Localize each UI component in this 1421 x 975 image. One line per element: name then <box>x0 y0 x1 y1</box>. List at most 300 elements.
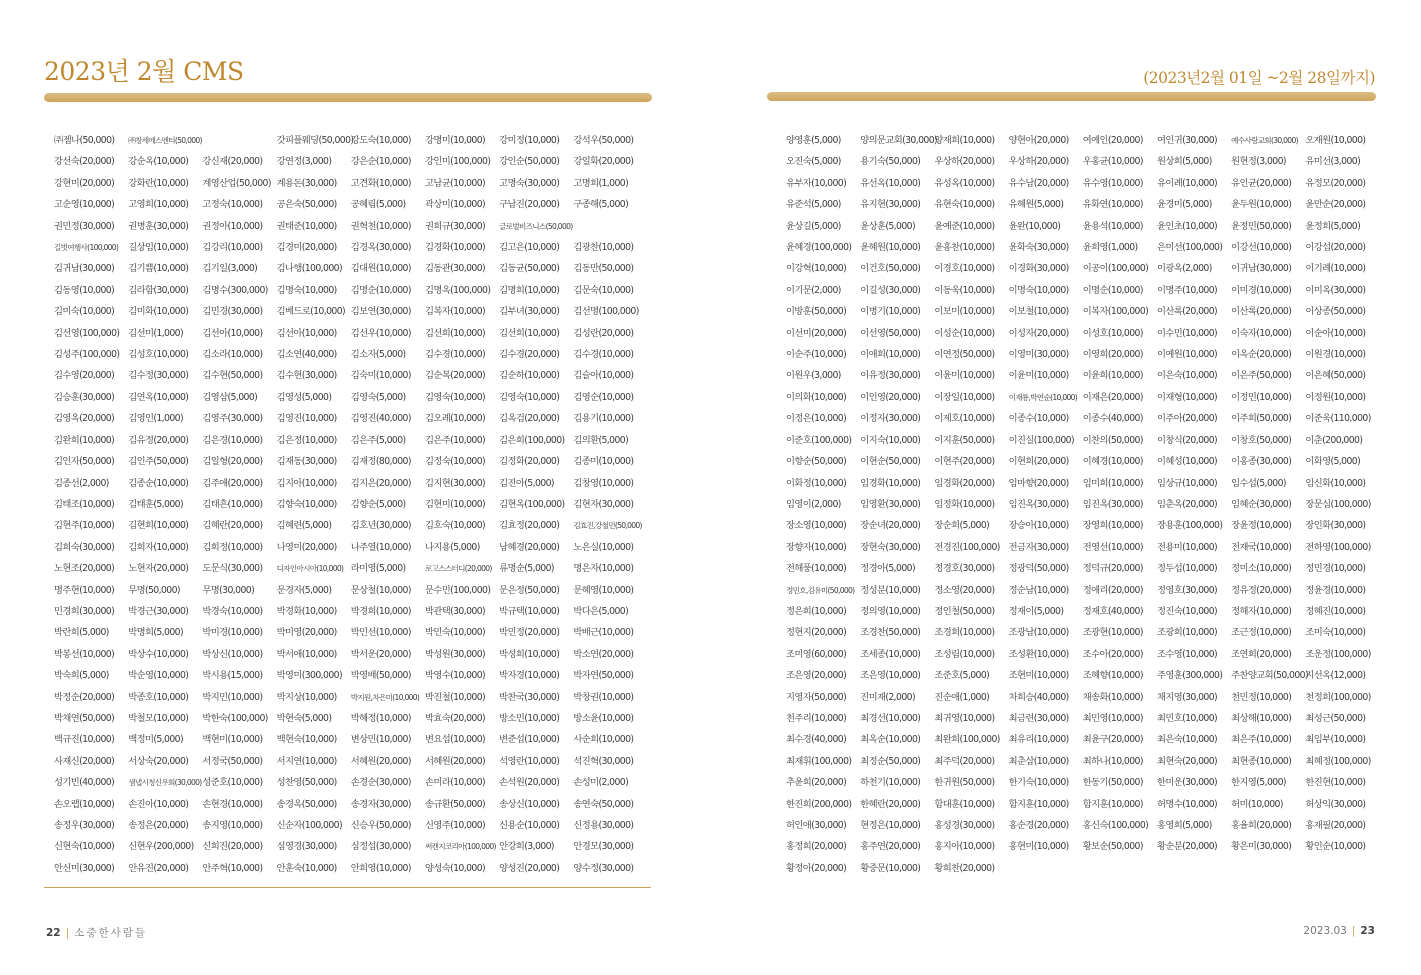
donor-entry: 김선명(100,000) <box>573 306 639 318</box>
donor-entry: 김경미(20,000) <box>276 242 337 254</box>
donor-entry: 이주희(50,000) <box>1231 413 1292 425</box>
donor-entry: 김정숙(10,000) <box>424 456 486 468</box>
donor-entry: 임신화(10,000) <box>1305 477 1366 489</box>
donor-entry: 김성호(10,000) <box>128 349 189 361</box>
donor-entry: 김영진(40,000) <box>350 413 411 425</box>
donor-entry: 홍신숙(100,000) <box>1082 820 1149 831</box>
donor-entry: 이성순(10,000) <box>934 327 995 339</box>
donor-entry: 김대원(10,000) <box>350 263 411 275</box>
donor-entry: 이보철(10,000) <box>1008 306 1069 318</box>
page-title: 2023년 2월 CMS <box>44 57 244 86</box>
donor-entry <box>1305 858 1379 879</box>
donor-entry: 임마향(20,000) <box>1008 477 1069 489</box>
donor-entry: 이화정(10,000) <box>786 477 847 489</box>
donor-entry: 김효정(20,000) <box>499 520 560 532</box>
donor-entry: 현정은(10,000) <box>860 820 921 831</box>
donor-entry: 한동기(50,000) <box>1082 777 1143 789</box>
donor-entry: 최현종(10,000) <box>1231 755 1292 767</box>
donor-entry: 김소자(5,000) <box>350 349 406 361</box>
donor-entry: 명은자(10,000) <box>573 563 634 575</box>
donor-entry: 김현주(10,000) <box>54 520 115 532</box>
donor-entry: 홍영희(5,000) <box>1156 820 1212 831</box>
donor-entry: 정경아(5,000) <box>860 563 915 575</box>
donor-entry: 변준섭(10,000) <box>499 734 560 746</box>
donor-entry: 나영미(20,000) <box>276 541 337 553</box>
donor-entry: 로고스스터디(20,000) <box>424 564 492 574</box>
donor-entry: 박영배(50,000) <box>350 670 411 682</box>
donor-entry: 주영훈(300,000) <box>1156 670 1223 682</box>
donor-entry: 김나행(100,000) <box>276 263 343 275</box>
donor-entry: 김호숙(10,000) <box>424 520 486 532</box>
donor-entry: 강연정(3,000) <box>276 156 332 168</box>
donor-entry: 조미숙(10,000) <box>1305 627 1366 639</box>
donor-entry: 송경자(30,000) <box>350 798 411 810</box>
donor-entry: 김희정(10,000) <box>202 541 263 553</box>
donor-entry: 박규택(10,000) <box>499 605 560 617</box>
donor-entry: 진순애(1,000) <box>934 691 990 703</box>
donor-entry: 김영삼(5,000) <box>202 391 258 403</box>
donor-entry: 강선숙(20,000) <box>54 156 115 168</box>
donor-entry: 김종순(10,000) <box>128 477 189 489</box>
donor-entry: 문경자(5,000) <box>276 584 332 596</box>
donor-entry: 황은미(30,000) <box>1231 841 1292 853</box>
donor-entry: 조연희(20,000) <box>1231 648 1292 660</box>
page-number-left: 22 <box>46 927 61 939</box>
donor-entry: 조경희(10,000) <box>934 627 995 639</box>
donor-entry: 서정국(50,000) <box>202 755 263 767</box>
donor-entry: 고명희(1,000) <box>573 177 629 189</box>
donor-entry: 서상숙(20,000) <box>128 755 189 767</box>
donor-entry: 천민정(10,000) <box>1231 691 1292 703</box>
donor-entry: 전재국(10,000) <box>1231 541 1292 553</box>
donor-entry: 정두섭(10,000) <box>1156 563 1218 575</box>
donor-entry: 성준호(10,000) <box>202 777 263 789</box>
donor-entry: 김선희(10,000) <box>499 327 560 339</box>
donor-entry: 이강선(10,000) <box>1231 242 1292 254</box>
donor-entry: 문혜영(10,000) <box>573 584 634 596</box>
donor-entry: 윤화숙(30,000) <box>1008 242 1069 254</box>
donor-entry: 윤인초(10,000) <box>1156 220 1218 232</box>
donor-entry: 백현숙(10,000) <box>276 734 337 746</box>
donor-entry: 하천기(10,000) <box>860 777 921 789</box>
donor-entry: 함지훈(10,000) <box>1008 798 1069 810</box>
donor-entry: 장인화(30,000) <box>1305 520 1366 532</box>
donor-entry: 조운정(100,000) <box>1305 648 1371 660</box>
donor-entry: 한기숙(10,000) <box>1008 777 1069 789</box>
donor-entry: 박민정(20,000) <box>499 627 560 639</box>
donor-entry: 강인순(50,000) <box>499 156 560 168</box>
donor-entry: 유이례(10,000) <box>1156 177 1218 189</box>
donor-entry: 신정용(30,000) <box>573 820 634 831</box>
donor-entry: 김명순(10,000) <box>350 284 411 296</box>
donor-entry: 박영미(300,000) <box>276 670 343 682</box>
donor-entry: 박찬국(30,000) <box>499 691 560 703</box>
donor-entry: 박상수(10,000) <box>128 648 189 660</box>
donor-entry: 계용돈(30,000) <box>276 177 337 189</box>
donor-entry: 윤정희(5,000) <box>1305 220 1361 232</box>
donor-entry: 이은주(50,000) <box>1231 370 1292 382</box>
donor-entry: 양성진(20,000) <box>499 862 560 874</box>
donor-entry: 이재형(10,000) <box>1156 391 1218 403</box>
donor-entry: 공은숙(50,000) <box>276 199 337 211</box>
donor-entry: 김경화(10,000) <box>424 242 486 254</box>
donor-entry: 이산록(20,000) <box>1231 306 1292 318</box>
donor-entry: 박경근(30,000) <box>128 605 189 617</box>
donor-entry: 문수민(100,000) <box>424 584 491 596</box>
donor-entry: 이지숙(10,000) <box>860 434 921 446</box>
donor-entry: 장문심(100,000) <box>1305 498 1371 510</box>
donor-entry: 함지훈(10,000) <box>1082 798 1143 810</box>
donor-entry: 윤혜원(10,000) <box>860 242 921 254</box>
donor-entry: 홍정희(20,000) <box>786 841 847 853</box>
donor-entry: 이종수(40,000) <box>1082 413 1143 425</box>
donor-entry: 김영성(5,000) <box>276 391 332 403</box>
donor-entry: 홍주연(20,000) <box>860 841 921 853</box>
donor-entry: 이정민(10,000) <box>1231 391 1292 403</box>
donor-entry: 김은경(10,000) <box>202 434 263 446</box>
donor-entry: 신현우(200,000) <box>128 841 194 853</box>
donor-entry: 김유정(20,000) <box>128 434 189 446</box>
donor-entry: 조수영(10,000) <box>1156 648 1218 660</box>
donor-entry: 권정아(10,000) <box>202 220 263 232</box>
donor-entry: 사재신(20,000) <box>54 755 115 767</box>
donor-entry: 허미(10,000) <box>1231 798 1283 810</box>
donor-entry: 김태흔(10,000) <box>202 498 263 510</box>
donor-entry: 고명숙(30,000) <box>499 177 560 189</box>
donor-entry: 박영수(10,000) <box>424 670 486 682</box>
donor-entry <box>573 216 647 237</box>
donor-entry: 최은주(10,000) <box>1231 734 1292 746</box>
donor-entry: 이제호(10,000) <box>934 413 995 425</box>
donor-entry: 김수현(30,000) <box>276 370 337 382</box>
donor-entry <box>202 130 276 151</box>
donor-entry: 최수경(40,000) <box>786 734 847 746</box>
donor-entry: 정영호(30,000) <box>1156 584 1218 596</box>
donor-entry: 이복자(100,000) <box>1082 306 1149 318</box>
donor-entry: 이옥순(20,000) <box>1231 349 1292 361</box>
donor-entry: 이찬의(50,000) <box>1082 434 1143 446</box>
donor-entry: 박상신(10,000) <box>202 648 263 660</box>
donor-entry: 신현숙(10,000) <box>54 841 115 853</box>
donor-entry: 김라함(30,000) <box>128 284 189 296</box>
donor-entry: 정윤경(10,000) <box>1305 584 1366 596</box>
donor-entry: 박미영(20,000) <box>276 627 337 639</box>
donor-entry: 김동균(50,000) <box>499 263 560 275</box>
donor-entry: 이유정(30,000) <box>860 370 921 382</box>
donor-entry: 김지현(30,000) <box>424 477 486 489</box>
donor-entry: 이현주(20,000) <box>934 456 995 468</box>
donor-entry: 홍성경(30,000) <box>934 820 995 831</box>
donor-entry: 이윤미(10,000) <box>934 370 995 382</box>
donor-entry: 전해풍(10,000) <box>786 563 847 575</box>
bottom-divider <box>44 887 651 888</box>
donor-entry: 김수경(20,000) <box>499 349 560 361</box>
donor-entry: 이의화(10,000) <box>786 391 847 403</box>
donor-entry: 조은영(20,000) <box>786 670 847 682</box>
donor-entry: 이준호(100,000) <box>786 434 852 446</box>
donor-entry: 이건호(50,000) <box>860 263 921 275</box>
donor-entry: 이재은(20,000) <box>1082 391 1143 403</box>
donor-entry: 글로벌비즈니스(50,000) <box>499 221 573 231</box>
donor-entry: 이정원(10,000) <box>1305 391 1366 403</box>
donor-entry: 박지상(10,000) <box>276 691 337 703</box>
donor-entry: 박란희(5,000) <box>54 627 109 639</box>
donor-entry: 허명수(10,000) <box>1156 798 1218 810</box>
donor-entry: 노현자(20,000) <box>128 563 189 575</box>
donor-entry: 유선옥(10,000) <box>860 177 921 189</box>
donor-entry: 나주열(10,000) <box>350 541 411 553</box>
donor-entry: 박자연(50,000) <box>573 670 634 682</box>
donor-entry: 추윤희(20,000) <box>786 777 847 789</box>
donor-entry: 이은숙(10,000) <box>1156 370 1218 382</box>
donor-entry: 김성주(100,000) <box>54 349 120 361</box>
donor-entry: 디자인아시아(10,000) <box>276 564 344 574</box>
donor-entry: 박경희(10,000) <box>350 605 411 617</box>
donor-entry: 장승아(10,000) <box>1008 520 1069 532</box>
donor-entry: 강현미(20,000) <box>54 177 115 189</box>
donor-entry: 김인주(50,000) <box>128 456 189 468</box>
donor-entry: 김소연(40,000) <box>276 349 337 361</box>
donor-entry: 원상희(5,000) <box>1156 156 1212 168</box>
donor-entry: 이재룡,박연순(10,000) <box>1008 392 1077 402</box>
donor-entry: 김명옥(100,000) <box>424 284 491 296</box>
donor-entry: 홍현미(10,000) <box>1008 841 1069 853</box>
donor-entry: 박효숙(20,000) <box>424 712 486 724</box>
donor-entry: 계영산업(50,000) <box>202 177 271 189</box>
donor-entry: 박경숙(10,000) <box>202 605 263 617</box>
donor-entry: 도문식(30,000) <box>202 563 263 575</box>
donor-entry: 유화연(10,000) <box>1082 199 1143 211</box>
donor-entry: 고순영(10,000) <box>54 199 115 211</box>
donor-entry: 김명희(10,000) <box>499 284 560 296</box>
donor-entry: 양현아(20,000) <box>1008 135 1069 146</box>
donor-entry: 전영선(10,000) <box>1082 541 1143 553</box>
donor-entry: 김수영(20,000) <box>54 370 115 382</box>
donor-entry: 박혜정(10,000) <box>350 712 411 724</box>
donor-entry: 방소민(10,000) <box>499 712 560 724</box>
donor-entry: 성기빈(40,000) <box>54 777 115 789</box>
donor-entry: 이종수(10,000) <box>1008 413 1069 425</box>
donor-entry: 김연옥(10,000) <box>128 391 189 403</box>
donor-entry: 유미선(3,000) <box>1305 156 1361 168</box>
donor-entry: 박관택(30,000) <box>424 605 486 617</box>
donor-entry: 박소연(20,000) <box>573 648 634 660</box>
donor-entry: 샘냅시청신우회(30,000) <box>128 778 202 788</box>
donor-entry: 우상하(20,000) <box>934 156 995 168</box>
donor-entry: 김선아(10,000) <box>202 327 263 339</box>
donor-entry: 이명주(10,000) <box>1156 284 1218 296</box>
donor-entry: 고남균(10,000) <box>424 177 486 189</box>
donor-entry: 김수경(10,000) <box>573 349 634 361</box>
donor-entry: 구종해(5,000) <box>573 199 629 211</box>
donor-entry: 이기례(10,000) <box>1305 263 1366 275</box>
donor-entry: 김은정(10,000) <box>276 434 337 446</box>
donor-entry: 지선옥(12,000) <box>1305 670 1366 682</box>
donor-list-left <box>54 130 648 879</box>
donor-entry: 김순하(10,000) <box>499 370 560 382</box>
donor-entry: 석진혁(30,000) <box>573 755 634 767</box>
donor-entry: 조혜향(10,000) <box>1082 670 1143 682</box>
donor-entry: 신용순(10,000) <box>499 820 560 831</box>
footer-separator: | <box>65 927 70 939</box>
donor-entry: 윤홍찬(10,000) <box>934 242 995 254</box>
donor-entry: 박경화(10,000) <box>276 605 337 617</box>
donor-entry: 이영희(20,000) <box>1082 349 1143 361</box>
donor-entry: 이지훈(50,000) <box>934 434 995 446</box>
donor-entry: 이병기(10,000) <box>860 306 921 318</box>
donor-entry: 강일화(20,000) <box>573 156 634 168</box>
donor-entry: 김선우(10,000) <box>350 327 411 339</box>
donor-entry: 김희자(10,000) <box>128 541 189 553</box>
donor-entry: 주찬양교회(50,000) <box>1231 670 1309 682</box>
donor-entry: 조광희(10,000) <box>1156 627 1218 639</box>
donor-entry: 황중문(10,000) <box>860 862 921 874</box>
donor-entry: 양성숙(10,000) <box>424 862 486 874</box>
donor-entry: 윤용석(10,000) <box>1082 220 1143 232</box>
donor-entry: 양재희(10,000) <box>934 135 995 146</box>
donor-entry: 이정은(10,000) <box>786 413 847 425</box>
donor-entry: 이연정(50,000) <box>934 349 995 361</box>
donor-entry: 이산록(20,000) <box>1156 306 1218 318</box>
donor-entry: 사순희(10,000) <box>573 734 634 746</box>
donor-entry: 이미경(10,000) <box>1231 284 1292 296</box>
donor-entry: 유정모(20,000) <box>1305 177 1366 189</box>
donor-entry: 홍지아(10,000) <box>934 841 995 853</box>
donor-entry: 류명순(5,000) <box>499 563 554 575</box>
donor-entry: 정의영(10,000) <box>860 605 921 617</box>
donor-entry: 유현숙(10,000) <box>934 199 995 211</box>
donor-entry: 신영주(10,000) <box>424 820 486 831</box>
donor-entry: 박미경(10,000) <box>202 627 263 639</box>
donor-entry: 신승우(50,000) <box>350 820 411 831</box>
donor-entry: 신희진(20,000) <box>202 841 263 853</box>
donor-entry: 김슬아(10,000) <box>573 370 634 382</box>
donor-entry: 안강희(3,000) <box>499 841 554 853</box>
donor-entry: 최경선(10,000) <box>860 712 921 724</box>
donor-entry: 노현조(20,000) <box>54 563 115 575</box>
donor-entry: 김현옥(100,000) <box>499 498 565 510</box>
donor-entry: 김용기(10,000) <box>573 413 634 425</box>
donor-entry: 유수남(20,000) <box>1008 177 1069 189</box>
donor-entry: 박현숙(5,000) <box>276 712 332 724</box>
donor-entry: 천정희(100,000) <box>1305 691 1371 703</box>
donor-entry: 천주리(10,000) <box>786 712 847 724</box>
donor-entry: 송규환(50,000) <box>424 798 486 810</box>
donor-entry: 정덕규(20,000) <box>1082 563 1143 575</box>
period-underline-bar <box>767 92 1376 101</box>
donor-entry: 이명숙(10,000) <box>1008 284 1069 296</box>
footer-right <box>1303 925 1375 937</box>
donor-entry: 변상민(10,000) <box>350 734 411 746</box>
donor-entry: 유부자(10,000) <box>786 177 847 189</box>
donor-entry: 방소윤(10,000) <box>573 712 634 724</box>
donor-entry: 정인철(50,000) <box>934 605 995 617</box>
donor-entry: 이길성(30,000) <box>860 284 921 296</box>
donor-entry: 윤완(10,000) <box>1008 220 1061 232</box>
donor-entry: 장용훈(100,000) <box>1156 520 1223 532</box>
donor-entry: 서혜원(20,000) <box>350 755 411 767</box>
donor-entry: 이창식(20,000) <box>1156 434 1218 446</box>
donor-entry <box>1157 858 1231 879</box>
donor-entry: 황순분(20,000) <box>1156 841 1218 853</box>
donor-entry: 이성호(10,000) <box>1082 327 1143 339</box>
donor-entry: 최귀영(10,000) <box>934 712 995 724</box>
donor-entry: 김현희(10,000) <box>128 520 189 532</box>
donor-entry: 김광찬(10,000) <box>573 242 634 254</box>
donor-entry: 진미재(2,000) <box>860 691 915 703</box>
donor-entry: 김승훈(30,000) <box>54 391 115 403</box>
donor-entry: 서혜원(20,000) <box>424 755 486 767</box>
donor-entry: 장순녀(20,000) <box>860 520 921 532</box>
donor-entry: 조수아(20,000) <box>1082 648 1143 660</box>
donor-entry: 이원경(10,000) <box>1305 349 1366 361</box>
donor-entry: 유혜원(5,000) <box>1008 199 1064 211</box>
section-name: 소중한사람들 <box>74 927 148 939</box>
donor-entry: 정재이(5,000) <box>1008 605 1064 617</box>
donor-entry: 박민선(10,000) <box>350 627 411 639</box>
donor-entry: 무명(50,000) <box>128 584 180 596</box>
donor-entry: 이창호(50,000) <box>1231 434 1292 446</box>
donor-entry: 윤희영(1,000) <box>1082 242 1138 254</box>
donor-entry: 김완희(10,000) <box>54 434 115 446</box>
donor-entry: 오진숙(5,000) <box>786 156 841 168</box>
donor-entry: 조경찬(50,000) <box>860 627 921 639</box>
donor-entry <box>1231 858 1305 879</box>
donor-entry: 손현경(10,000) <box>202 798 263 810</box>
donor-entry: 김부녀(30,000) <box>499 306 560 318</box>
donor-entry: 조성환(10,000) <box>1008 648 1069 660</box>
donor-entry: ㈜젬나(50,000) <box>54 135 115 146</box>
donor-entry: 조광현(10,000) <box>1082 627 1143 639</box>
donor-entry: 이정자(30,000) <box>860 413 921 425</box>
donor-entry: 최윤구(20,000) <box>1082 734 1143 746</box>
donor-entry: 한진희(200,000) <box>786 798 852 810</box>
donor-entry: 임정화(10,000) <box>934 498 995 510</box>
donor-entry: 조근정(10,000) <box>1231 627 1292 639</box>
donor-entry: 황희찬(20,000) <box>934 862 995 874</box>
donor-entry: 김재정(80,000) <box>350 456 411 468</box>
donor-entry: 전금자(30,000) <box>1008 541 1069 553</box>
donor-entry: 유성옥(10,000) <box>934 177 995 189</box>
donor-entry: 남혜경(20,000) <box>499 541 560 553</box>
donor-entry: 안신미(30,000) <box>54 862 115 874</box>
donor-entry: 지영자(50,000) <box>786 691 847 703</box>
donor-entry: 신순자(100,000) <box>276 820 343 831</box>
donor-entry: 송정우(30,000) <box>54 820 115 831</box>
right-page <box>711 0 1421 975</box>
donor-entry: 이윤희(10,000) <box>1082 370 1143 382</box>
donor-entry: 임춘옥(20,000) <box>1156 498 1218 510</box>
donor-entry: 최상해(10,000) <box>1231 712 1292 724</box>
title-underline-bar <box>44 93 652 102</box>
donor-entry: 이순주(10,000) <box>786 349 847 361</box>
donor-entry: 정애리(20,000) <box>1082 584 1143 596</box>
donor-entry: 예수사랑교회(30,000) <box>1231 136 1298 145</box>
donor-entry: 심정섭(30,000) <box>350 841 411 853</box>
donor-entry: 김소라(10,000) <box>202 349 263 361</box>
donor-entry: 한진현(10,000) <box>1305 777 1366 789</box>
donor-entry: 김은주(5,000) <box>350 434 406 446</box>
donor-entry: 이순아(10,000) <box>1305 327 1366 339</box>
donor-entry: 김종미(10,000) <box>573 456 634 468</box>
donor-entry: 이애희(10,000) <box>860 349 921 361</box>
donor-entry: 이숙자(10,000) <box>1231 327 1292 339</box>
donor-entry: 박명희(5,000) <box>128 627 183 639</box>
donor-entry: 장영희(10,000) <box>1082 520 1143 532</box>
donor-entry: 이윤미(10,000) <box>1008 370 1069 382</box>
donor-entry: 이동욱(10,000) <box>934 284 995 296</box>
donor-entry: 홍순경(20,000) <box>1008 820 1069 831</box>
